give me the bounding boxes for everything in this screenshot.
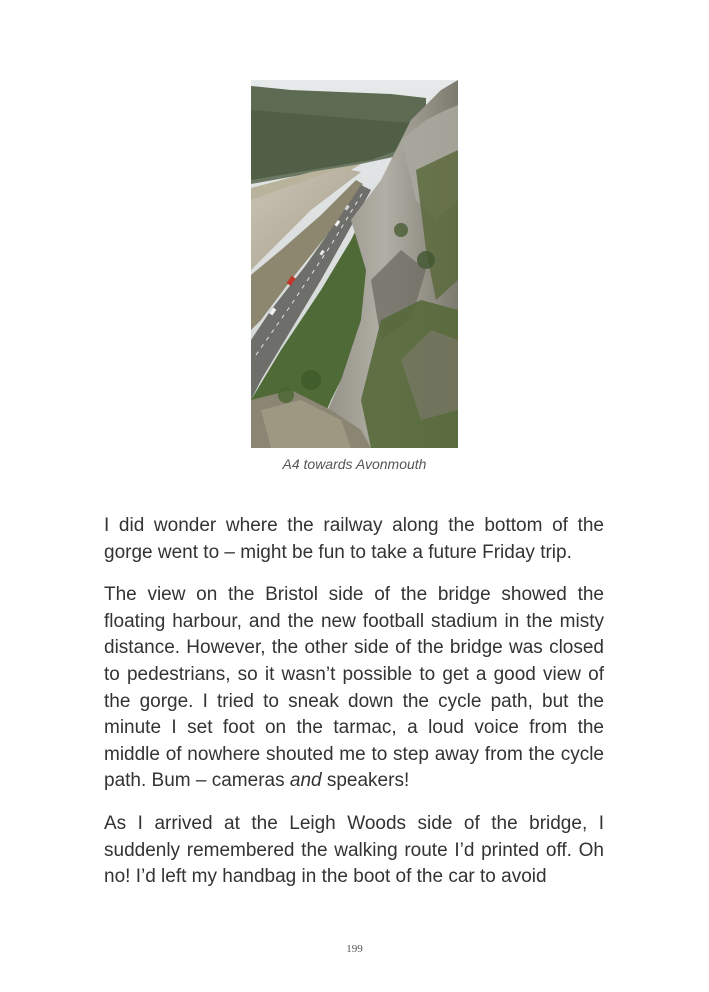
paragraph-text: speakers!	[321, 770, 410, 792]
paragraph	[104, 582, 604, 795]
paragraph: As I arrived at the Leigh Woods side of the bridge, I suddenly remembered the walking route I’d printed off. Oh no! I’d left my handbag in the boot of the car to avoid	[104, 812, 604, 888]
paragraph: I did wonder where the railway along the bottom of the gorge went to – might be fun to take a future Friday trip.	[104, 515, 604, 563]
page-number: 199	[346, 943, 363, 955]
gorge-photo-illustration	[251, 80, 458, 448]
gorge-photo	[251, 80, 458, 448]
paragraph-emphasis: and	[289, 770, 322, 792]
figure-caption: A4 towards Avonmouth	[282, 456, 427, 472]
body-text	[104, 513, 604, 907]
paragraph-text: The view on the Bristol side of the bridge showed the floating harbour, and the new football stadium in the misty distance. However, the other side of the bridge was closed to pedestrians, so it wasn’t possible to get a good view of the gorge. I tried to sneak down the cycle path, but the minute I set foot on the tarmac, a loud voice from the middle of nowhere shouted me to step away from the cycle path. Bum – cameras	[104, 584, 604, 792]
